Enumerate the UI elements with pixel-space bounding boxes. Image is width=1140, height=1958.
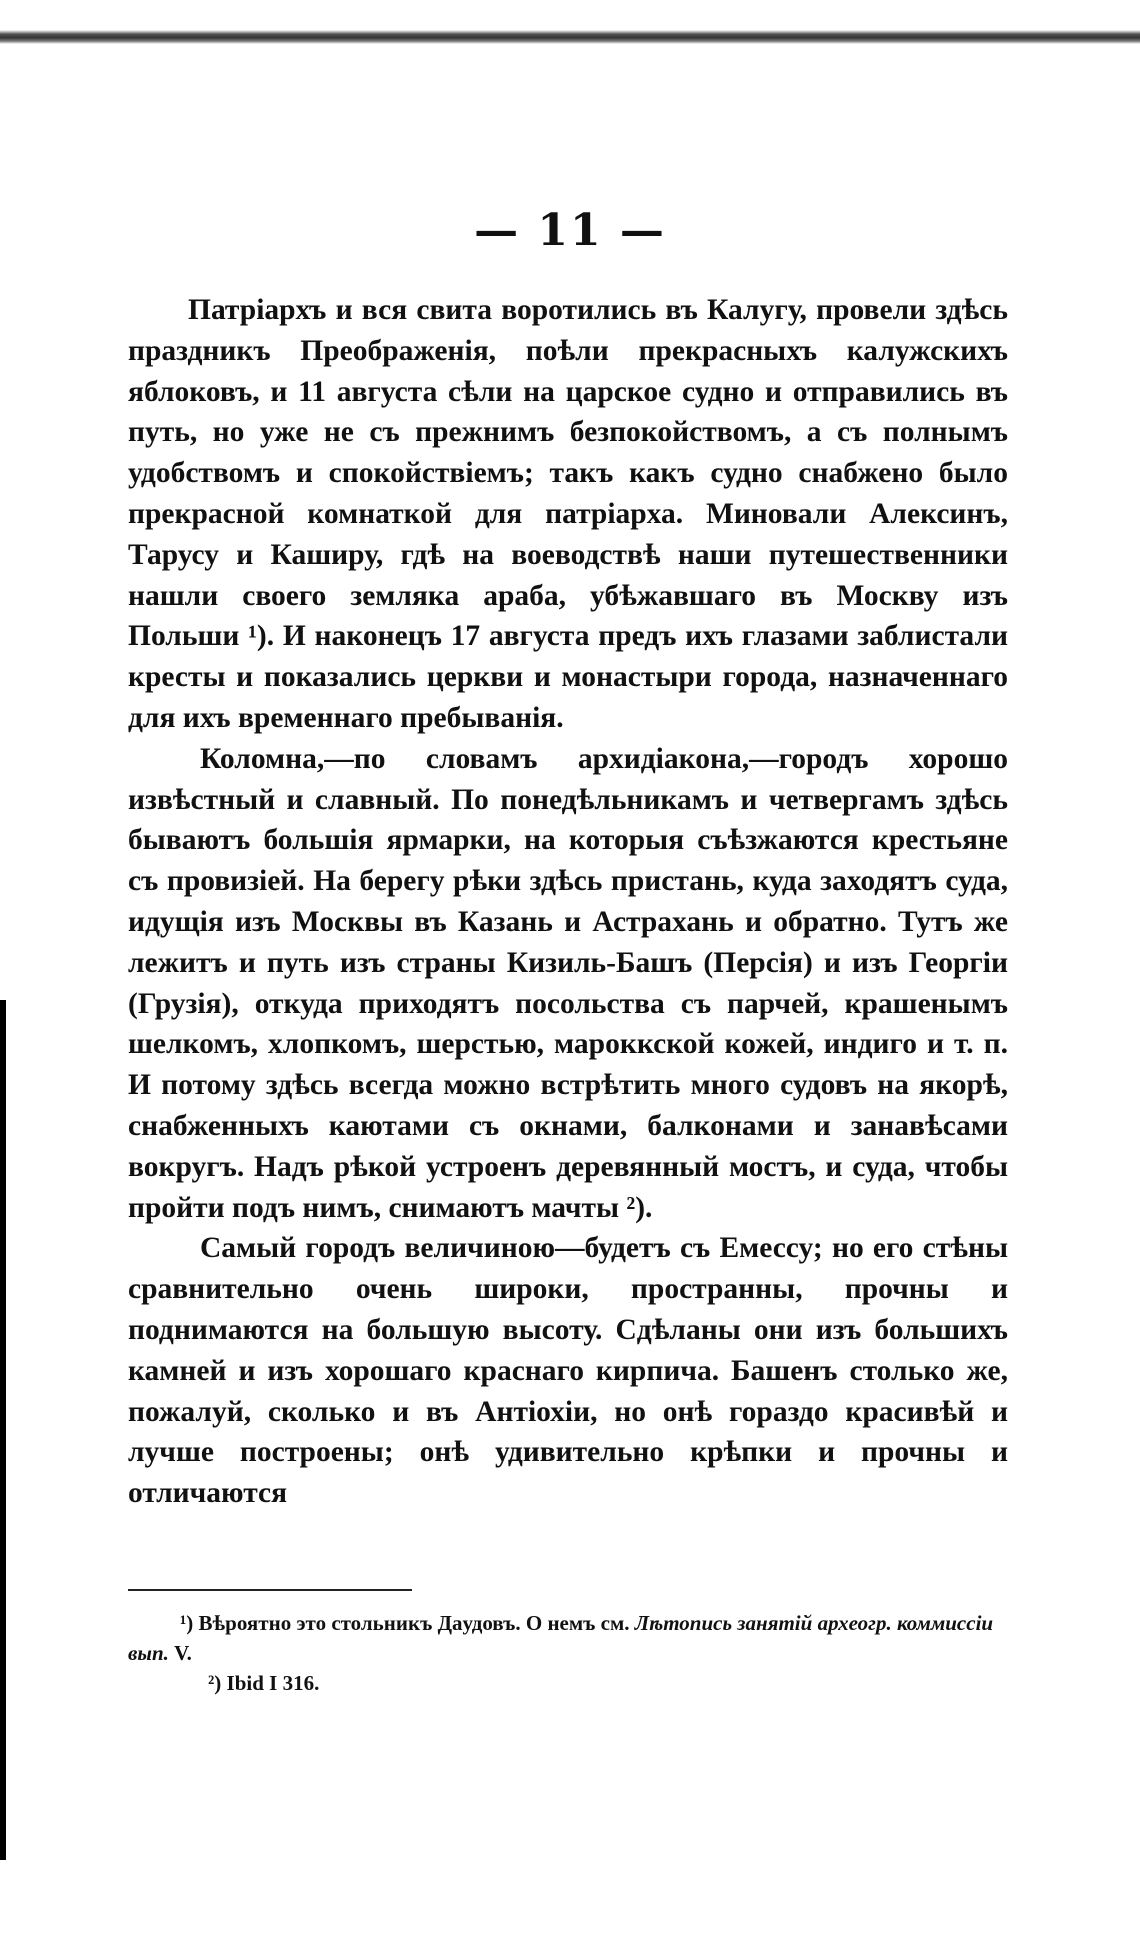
footnote-1	[128, 1608, 1008, 1668]
footnote-separator	[128, 1589, 412, 1591]
footnotes	[128, 1608, 1008, 1698]
page-number: — 11 —	[474, 205, 666, 256]
top-edge-rule	[0, 30, 1140, 44]
paragraph-1: Патріархъ и вся свита воротились въ Калугу, провели здѣсь праздникъ Преображенія, поѣли прекрасныхъ калужскихъ яблоковъ, и 11 августа сѣли на царское судно и отправились въ путь, но уже не съ прежнимъ безпокойствомъ, а съ полнымъ удобствомъ и спокойствіемъ; такъ какъ судно снабжено было прекрасной комнаткой для патріарха. Миновали Алексинъ, Тарусу и Каширу, гдѣ на воеводствѣ наши путешественники нашли своего земляка араба, убѣжавшаго въ Москву изъ Польши ¹). И наконецъ 17 августа предъ ихъ глазами заблистали кресты и показались церкви и монастыри города, назначеннаго для ихъ временнаго пребыванія.	[128, 294, 1008, 734]
footnote-1-text: ¹) Вѣроятно это стольникъ Дaудовъ. О немъ см.	[180, 1611, 630, 1635]
footnote-1-source: Лѣтопись занятій археогр. коммиссіи вып.	[128, 1611, 994, 1665]
body-text	[128, 290, 1008, 1514]
scan-edge	[0, 1000, 6, 1860]
paragraph-3: Самый городъ величиною—будетъ съ Емессу; но его стѣны сравнительно очень широки, пространны, прочны и поднимаются на большую высоту. Сдѣланы они изъ большихъ камней и изъ хорошаго краснаго кирпича. Башенъ столько же, пожалуй, сколько и въ Антіохіи, но онѣ гораздо красивѣй и лучше построены; онѣ удивительно крѣпки и прочны и отличаются	[128, 1232, 1008, 1510]
footnote-1-tail: V.	[174, 1641, 192, 1665]
footnote-2: ²) Ibid I 316.	[208, 1671, 320, 1695]
paragraph-2: Коломна,—по словамъ архидіакона,—городъ хорошо извѣстный и славный. По понедѣльникамъ и четвергамъ здѣсь бываютъ большія ярмарки, на которыя съѣзжаются крестьяне съ провизіей. На берегу рѣки здѣсь пристань, куда заходятъ суда, идущія изъ Москвы въ Казань и Астрахань и обратно. Тутъ же лежитъ и путь изъ страны Кизиль-Башъ (Персія) и изъ Георгіи (Грузія), откуда приходятъ посольства съ парчей, крашенымъ шелкомъ, хлопкомъ, шерстью, мароккской кожей, индиго и т. п. И потому здѣсь всегда можно встрѣтить много судовъ на якорѣ, снабженныхъ каютами съ окнами, балконами и занавѣсами вокругъ. Надъ рѣкой устроенъ деревянный мостъ, и суда, чтобы пройти подъ нимъ, снимаютъ мачты ²).	[128, 742, 1008, 1224]
